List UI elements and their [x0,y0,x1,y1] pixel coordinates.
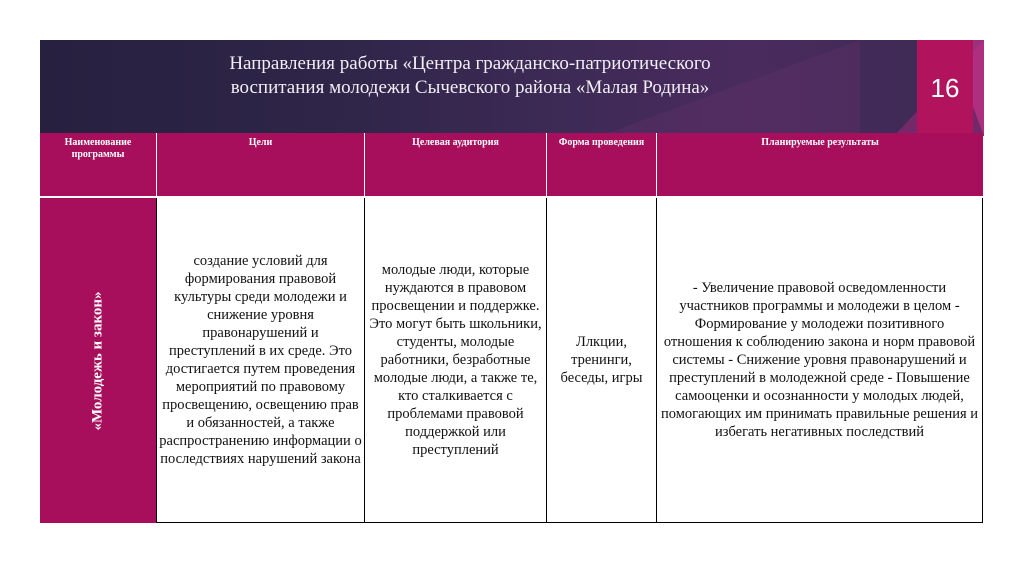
results-text: - Увеличение правовой осведомленности участников программы и молодежи в целом - Формирование у молодежи позитивного отношения к соблюдению закона и норм правовой системы - Снижение уровня правонарушений и преступлений в молодежной среде - Повышение самооценки и осознанности у молодых людей, помогающих им принимать правильные решения и избегать негативных последствий [660,280,979,440]
header-form: Форма проведения [547,133,656,196]
form-text: Ллкции, тренинги, беседы, игры [560,334,643,386]
page-number: 16 [917,40,973,136]
program-name-cell [40,198,156,523]
title-banner [40,40,984,136]
slide-title: Направления работы «Центра гражданско-патриотического воспитания молодежи Сычевского района «Малая Родина» [229,53,711,98]
audience-cell [365,198,547,523]
header-program-name: Наименование программы [40,133,156,196]
program-name: «Молодежь и закон» [89,290,106,431]
goals-text: создание условий для формирования правовой культуры среди молодежи и снижение уровня правонарушений и преступлений в их среде. Это достигается путем проведения мероприятий по правовому просвещению, освещению прав и обязанностей, а также распространению информации о последствиях нарушений закона [159,253,362,467]
header-audience: Целевая аудитория [365,133,546,196]
results-cell [657,198,983,523]
header-goals: Цели [157,133,364,196]
audience-text: молодые люди, которые нуждаются в правовом просвещении и поддержке. Это могут быть школьники, студенты, молодые работники, безработные молодые люди, а также те, кто сталкивается с проблемами правовой поддержкой или преступлений [369,262,542,458]
form-cell [547,198,657,523]
goals-cell [156,198,365,523]
header-results: Планируемые результаты [657,133,983,196]
